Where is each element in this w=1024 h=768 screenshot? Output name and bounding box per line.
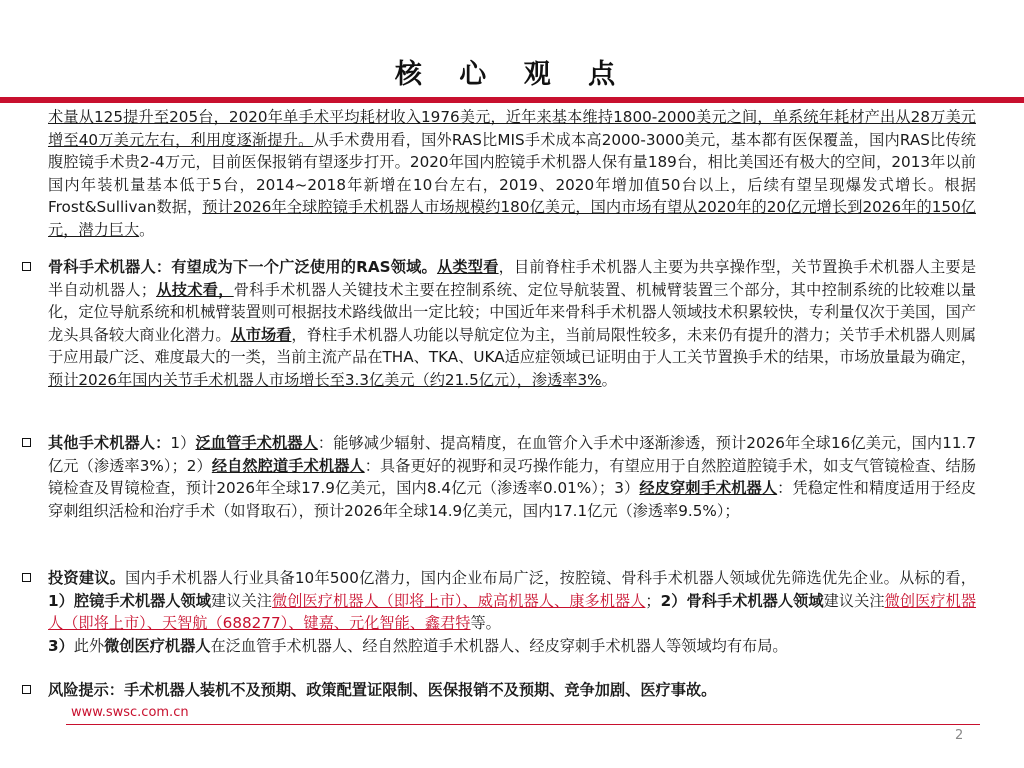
- invest-item3-label: 3）: [48, 636, 74, 655]
- ortho-type-label: 从类型看: [436, 258, 499, 276]
- ortho-market-label: 从市场看: [230, 325, 292, 344]
- ortho-paragraph: [48, 256, 976, 392]
- ortho-text-2: 骨科手术机器人关键技术主要在控制系统、定位导航装置、机械臂装置三个部分，其中控制系统的比较难以量化，定位导航系统和机械臂装置则可根据技术路线做出一定比较；中国近年来骨科手术机器人领域技术积累较快，专利量仅次于美国，国产龙头具备较大商业化潜力。: [48, 280, 977, 344]
- other-text-1: 1）: [170, 434, 196, 452]
- invest-text-7: 在泛血管手术机器人、经自然腔道手术机器人、经皮穿刺手术机器人等领域均有布局。: [210, 636, 788, 655]
- invest-text-1: 国内手术机器人行业具备10年500亿潜力，国内企业布局广泛，按腔镜、骨科手术机器人领域优先筛选优先企业。从标的看，: [125, 569, 976, 587]
- intro-end-text: 。: [139, 220, 155, 239]
- intro-text: 从手术费用看，国外RAS比MIS手术成本高2000-3000美元，基本都有医保覆盖，国内RAS比传统腹腔镜手术贵2-4万元，目前医保报销有望逐步打开。2020年国内腔镜手术机器人保有量189台，相比美国还有极大的空间，2013年以前国内年装机量基本低于5台，2014~2018年新增在10台左右，2019、2020年增加值50台以上，后续有望呈现爆发式增长。根据Frost&Sullivan数据，: [48, 130, 976, 217]
- checkbox-bullet-icon: [22, 438, 31, 447]
- other-text-4: ：凭稳定性和精度适用于经皮穿刺组织活检和治疗手术（如肾取石），预计2026年全球14.9亿美元，国内17.1亿元（渗透率9.5%）；: [48, 479, 977, 520]
- ortho-tech-label: 从技术看，: [156, 280, 234, 299]
- ortho-text-3: ，脊柱手术机器人功能以导航定位为主，当前局限性较多，未来仍有提升的潜力；关节手术机器人则属于应用最广泛、难度最大的一类，当前主流产品在THA、TKA、UKA适应症领域已证明由于人工关节置换手术的结果，市场放量最为确定，: [48, 325, 977, 367]
- other-paragraph: [48, 432, 976, 522]
- other-heading: 其他手术机器人：: [48, 434, 171, 452]
- invest-heading: 投资建议。: [48, 569, 126, 587]
- invest-ortho-label: 2）骨科手术机器人领域: [660, 591, 824, 610]
- intro-forecast-text: 预计2026年全球腔镜手术机器人市场规模约180亿美元，国内市场有望从2020年的20亿元增长到2026年的150亿元，潜力巨大: [48, 198, 976, 239]
- footer-rule: [66, 724, 980, 725]
- title-rule: [0, 97, 1024, 103]
- percutaneous-label: 经皮穿刺手术机器人: [639, 479, 778, 498]
- risk-paragraph: [48, 679, 976, 702]
- page-number: 2: [955, 728, 964, 743]
- checkbox-bullet-icon: [22, 685, 31, 694]
- invest-ortho-companies: 微创医疗机器人（即将上市）、天智航（688277）、键嘉、元化智能、鑫君特: [48, 591, 977, 633]
- invest-paragraph: [48, 567, 976, 657]
- invest-microport-label: 微创医疗机器人: [104, 636, 211, 655]
- risk-text: 风险提示：手术机器人装机不及预期、政策配置证限制、医保报销不及预期、竞争加剧、医疗事故。: [48, 681, 717, 699]
- footer-url: www.swsc.com.cn: [71, 705, 189, 720]
- invest-text-2: 建议关注: [211, 591, 272, 610]
- invest-text-4: 建议关注: [823, 591, 885, 610]
- invest-text-6: 此外: [73, 636, 105, 655]
- checkbox-bullet-icon: [22, 262, 31, 271]
- ortho-forecast-text: 预计2026年国内关节手术机器人市场增长至3.3亿美元（约21.5亿元），渗透率3%: [48, 370, 602, 389]
- vascular-label: 泛血管手术机器人: [195, 434, 318, 452]
- other-text-3: ：具备更好的视野和灵巧操作能力，有望应用于自然腔道腔镜手术，如支气管镜检查、结肠镜检查及胃镜检查，预计2026年全球17.9亿美元，国内8.4亿元（渗透率0.01%）；3）: [48, 456, 976, 498]
- page-title: 核 心 观 点: [394, 59, 630, 90]
- invest-laparoscopic-companies: 微创医疗机器人（即将上市）、威高机器人、康多机器人: [272, 591, 646, 610]
- ortho-heading: 骨科手术机器人：有望成为下一个广泛使用的RAS领域。: [48, 258, 437, 276]
- ortho-text-1: ，目前脊柱手术机器人主要为共享操作型，关节置换手术机器人主要是半自动机器人；: [48, 258, 977, 299]
- ortho-end-text: 。: [601, 370, 617, 389]
- checkbox-bullet-icon: [22, 573, 31, 582]
- other-text-2: ：能够减少辐射、提高精度，在血管介入手术中逐渐渗透，预计2026年全球16亿美元，国内11.7亿元（渗透率3%）；2）: [48, 434, 977, 475]
- invest-text-3: ；: [645, 591, 661, 610]
- invest-laparoscopic-label: 1）腔镜手术机器人领域: [48, 591, 212, 610]
- intro-paragraph: [48, 106, 976, 242]
- natural-orifice-label: 经自然腔道手术机器人: [211, 456, 365, 475]
- intro-underlined-text: 术量从125提升至205台，2020年单手术平均耗材收入1976美元，近年来基本维持1800-2000美元之间，单系统年耗材产出从28万美元增至40万美元左右，利用度逐渐提升。: [48, 108, 976, 149]
- invest-text-5: 等。: [470, 614, 501, 633]
